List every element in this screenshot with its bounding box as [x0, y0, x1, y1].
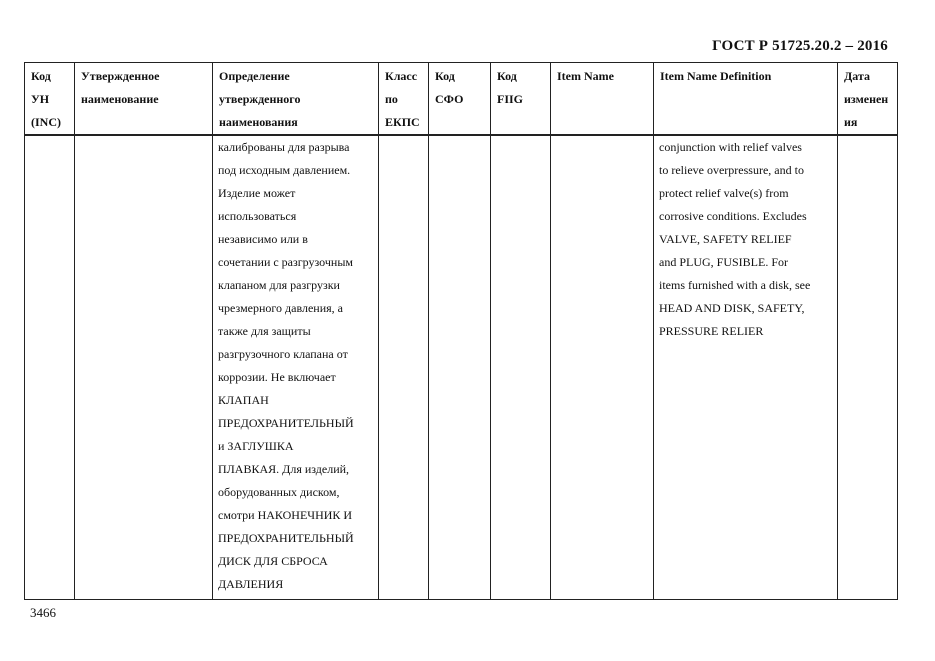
cell-ekps-class: [379, 135, 429, 599]
header-inc-code: Код УН (INC): [25, 63, 75, 136]
header-fiig-code: Код FIIG: [491, 63, 551, 136]
cell-item-name: [551, 135, 654, 599]
cell-inc-code: [25, 135, 75, 599]
cell-fiig-code: [491, 135, 551, 599]
header-approved-name: Утвержденное наименование: [75, 63, 213, 136]
header-ekps-class: Класс по ЕКПС: [379, 63, 429, 136]
cell-definition-ru: калиброваны для разрыва под исходным давлением. Изделие может использоваться независимо или в сочетании с разгрузочным клапаном для разгрузки чрезмерного давления, а также для защиты разгрузочного клапана от коррозии. Не включает КЛАПАН ПРЕДОХРАНИТЕЛЬНЫЙ и ЗАГЛУШКА ПЛАВКАЯ. Для изделий, оборудованных диском, смотри НАКОНЕЧНИК И ПРЕДОХРАНИТЕЛЬНЫЙ ДИСК ДЛЯ СБРОСА ДАВЛЕНИЯ: [213, 135, 379, 599]
page-number: 3466: [30, 605, 56, 620]
header-sfo-code: Код СФО: [429, 63, 491, 136]
table-row: [25, 135, 898, 599]
cell-sfo-code: [429, 135, 491, 599]
standard-designation: ГОСТ Р 51725.20.2 – 2016: [712, 38, 888, 54]
header-item-name: Item Name: [551, 63, 654, 136]
header-item-name-definition: Item Name Definition: [654, 63, 838, 136]
header-change-date: Дата изменен ия: [838, 63, 898, 136]
definitions-table: [24, 62, 898, 600]
cell-change-date: [838, 135, 898, 599]
cell-item-name-definition: conjunction with relief valves to relieve overpressure, and to protect relief valve(s) from corrosive conditions. Excludes VALVE, SAFETY RELIEF and PLUG, FUSIBLE. For items furnished with a disk, see HEAD AND DISK, SAFETY, PRESSURE RELIER: [654, 135, 838, 599]
header-definition: Определение утвержденного наименования: [213, 63, 379, 136]
cell-approved-name: [75, 135, 213, 599]
table-header-row: [25, 63, 898, 136]
